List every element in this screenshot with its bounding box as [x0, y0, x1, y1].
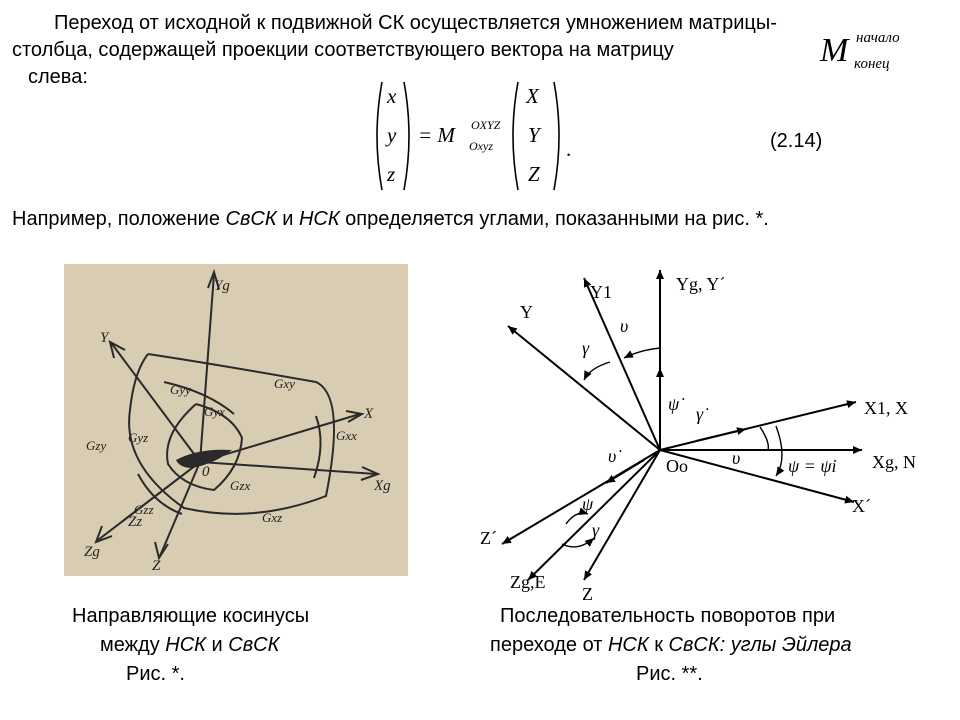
label-c-zx: Gzx [230, 478, 251, 493]
label-xg: Xg [374, 478, 391, 494]
intro-line-2: столбца, содержащей проекции соответствующего вектора на матрицу [12, 39, 674, 61]
matrix-symbol-sub: конец [854, 56, 890, 72]
right-close-bracket [554, 82, 559, 190]
euler-angles-figure [470, 262, 940, 602]
left-open-bracket [377, 82, 382, 190]
matrix-symbol-letter: M [820, 32, 849, 69]
arc-gamma-top [584, 362, 610, 380]
label-z-euler: Z [582, 584, 593, 602]
label-x: X [364, 406, 374, 422]
caption-left-and: и [205, 634, 229, 656]
equation-sup: OXYZ [471, 118, 501, 132]
caption-left-svsk: СвСК [228, 634, 280, 656]
right-open-bracket [513, 82, 518, 190]
label-y: Y [100, 330, 109, 346]
example-part-1: Например, положение [12, 208, 226, 230]
equation-2-14 [368, 78, 588, 194]
example-svsk: СвСК [225, 208, 277, 230]
label-upsilon-top: υ [620, 316, 629, 336]
label-zp-euler: Z´ [480, 528, 497, 548]
label-zz: Zz [128, 514, 143, 530]
label-y1-euler: Y1 [590, 282, 612, 302]
right-vec-Y: Y [528, 123, 540, 147]
caption-right-figure-ref: Рис. **. [636, 663, 703, 685]
label-zg-euler: Zg,E [510, 572, 546, 592]
caption-left-line-2 [72, 631, 309, 660]
axis-x1-euler [660, 402, 856, 450]
example-text [12, 208, 769, 231]
label-c-yz: Gyz [128, 430, 149, 445]
axis-y1-euler [584, 278, 660, 450]
caption-left-nsk: НСК [165, 634, 206, 656]
example-nsk: НСК [298, 208, 340, 230]
label-gamma-top: γ [582, 338, 590, 358]
caption-right-line-2 [490, 631, 852, 660]
intro-line-3: слева: [28, 66, 88, 88]
caption-right-svsk: СвСК: углы Эйлера [668, 634, 852, 656]
label-zg: Zg [84, 544, 100, 560]
label-psi-dot: ψ̇ [668, 394, 680, 414]
left-vec-y: y [387, 123, 397, 147]
equation-number: (2.14) [770, 130, 823, 152]
label-yg-euler: Yg, Y´ [676, 274, 726, 294]
caption-left-between: между [100, 634, 166, 656]
label-gamma-bottom: γ [592, 520, 600, 540]
label-c-yy: Gyy [170, 382, 191, 397]
label-xp-euler: X´ [852, 496, 871, 516]
label-x1-euler: X1, X [864, 398, 908, 418]
equation-sub: Oxyz [469, 139, 493, 153]
equation-operator: = M [418, 123, 455, 147]
arc-upsilon-right [760, 427, 768, 450]
left-vec-z: z [387, 162, 396, 186]
rate-arrow-gamma [696, 429, 746, 441]
caption-left-line-1: Направляющие косинусы [72, 605, 310, 627]
label-y-euler: Y [520, 302, 533, 322]
matrix-symbol-sup: начало [856, 30, 900, 46]
caption-right-to: к [648, 634, 669, 656]
direction-cosines-figure [64, 264, 408, 576]
caption-right-nsk: НСК [607, 634, 649, 656]
label-upsilon-right: υ [732, 448, 741, 468]
label-c-zz: Gzz [134, 502, 154, 517]
arc-upsilon-top [624, 348, 660, 358]
caption-right [490, 602, 852, 689]
left-close-bracket [404, 82, 409, 190]
example-part-2: и [276, 208, 299, 230]
example-part-3: определяется углами, показанными на рис. *. [339, 208, 769, 230]
label-z: Z [152, 558, 161, 574]
arc-psi-bottom [566, 513, 588, 524]
label-upsilon-dot: υ̇ [608, 446, 617, 466]
caption-left [72, 602, 309, 689]
intro-line-1: Переход от исходной к подвижной СК осуществляется умножением матрицы- [54, 12, 777, 34]
label-c-xz: Gxz [262, 510, 283, 525]
matrix-symbol [820, 30, 900, 72]
label-psi-eq: ψ = ψi [788, 456, 837, 476]
axis-zg-euler [528, 450, 660, 580]
label-gamma-dot: γ̇ [696, 404, 704, 424]
caption-left-figure-ref: Рис. *. [126, 663, 185, 685]
label-c-zy: Gzy [86, 438, 107, 453]
label-origin-euler: Oo [666, 456, 688, 476]
right-vec-X: X [526, 84, 539, 108]
right-vec-Z: Z [528, 162, 540, 186]
equation-dot: . [566, 137, 572, 161]
label-c-yx: Gyx [204, 404, 225, 419]
label-c-xy: Gxy [274, 376, 295, 391]
label-psi-bottom: ψ [582, 494, 594, 514]
caption-right-line-1: Последовательность поворотов при [500, 605, 836, 627]
label-c-xx: Gxx [336, 428, 357, 443]
left-vec-x: x [387, 84, 397, 108]
label-xg-euler: Xg, N [872, 452, 916, 472]
caption-right-transition: переходе от [490, 634, 608, 656]
label-origin: 0 [202, 464, 210, 480]
label-yg: Yg [214, 278, 230, 294]
